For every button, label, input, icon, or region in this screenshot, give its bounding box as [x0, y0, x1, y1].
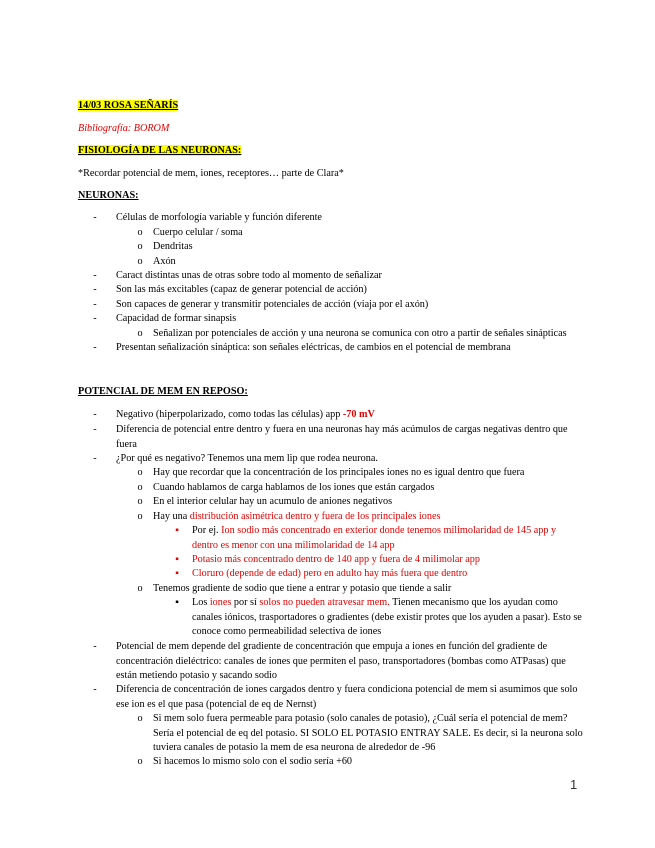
- dash-bullet: -: [93, 270, 97, 281]
- note: *Recordar potencial de mem, iones, receptores… parte de Clara*: [78, 168, 344, 179]
- square-bullet: ▪: [175, 525, 179, 536]
- list-item: Son las más excitables (capaz de generar potencial de acción): [116, 284, 367, 295]
- dash-bullet: -: [93, 453, 97, 464]
- list-item: Hay que recordar que la concentración de los principales iones no es igual dentro que fuera: [153, 467, 525, 478]
- section-title: FISIOLOGÍA DE LAS NEURONAS:: [78, 145, 242, 156]
- circle-bullet: o: [137, 713, 143, 724]
- dash-bullet: -: [93, 641, 97, 652]
- list-item: Por ej. Ion sodio más concentrado en exterior donde tenemos milimolaridad de 145 app y dentro es menor con una milimolaridad de 14 app: [192, 525, 557, 551]
- dash-bullet: -: [93, 212, 97, 223]
- list-item: Cloruro (depende de edad) pero en adulto hay más fuera que dentro: [192, 568, 468, 579]
- dash-bullet: -: [93, 342, 97, 353]
- list-item: Dendritas: [153, 241, 193, 252]
- doc-title: 14/03 ROSA SEÑARÍS: [78, 100, 179, 111]
- list-item: Cuerpo celular / soma: [153, 227, 243, 238]
- circle-bullet: o: [137, 241, 143, 252]
- potencial-heading: POTENCIAL DE MEM EN REPOSO:: [78, 386, 248, 397]
- dash-bullet: -: [93, 313, 97, 324]
- dash-bullet: -: [93, 299, 97, 310]
- circle-bullet: o: [137, 467, 143, 478]
- square-bullet: ▪: [175, 597, 179, 608]
- circle-bullet: o: [137, 328, 143, 339]
- list-item: Si hacemos lo mismo solo con el sodio sería +60: [153, 756, 353, 767]
- list-item: Caract distintas unas de otras sobre todo al momento de señalizar: [116, 270, 382, 281]
- dash-bullet: -: [93, 409, 97, 420]
- dash-bullet: -: [93, 684, 97, 695]
- circle-bullet: o: [137, 756, 143, 767]
- list-item: Diferencia de concentración de iones cargados dentro y fuera condiciona potencial de mem si asumimos que solo ese ion es el que pasa (potencial de eq de Nernst): [116, 684, 578, 710]
- list-item: Potasio más concentrado dentro de 140 app y fuera de 4 milimolar app: [192, 554, 480, 565]
- square-bullet: ▪: [175, 554, 179, 565]
- list-item: Señalizan por potenciales de acción y una neurona se comunica con otro a partir de señales sinápticas: [153, 328, 567, 339]
- list-item: Hay una distribución asimétrica dentro y fuera de los principales iones: [153, 511, 441, 522]
- circle-bullet: o: [137, 482, 143, 493]
- dash-bullet: -: [93, 424, 97, 435]
- list-item: ¿Por qué es negativo? Tenemos una mem lip que rodea neurona.: [116, 453, 378, 464]
- list-item: Tenemos gradiente de sodio que tiene a entrar y potasio que tiende a salir: [153, 583, 452, 594]
- square-bullet: ▪: [175, 568, 179, 579]
- bibliography: Bibliografía: BOROM: [78, 123, 170, 134]
- circle-bullet: o: [137, 256, 143, 267]
- circle-bullet: o: [137, 496, 143, 507]
- list-item: Si mem solo fuera permeable para potasio (solo canales de potasio), ¿Cuál sería el potencial de mem? Sería el potencial de eq del potasio. SI SOLO EL POTASIO ENTRAY SALE. Es decir, si la neurona solo tuviera canales de potasio la mem de esa neurona de alrededor de -96: [153, 713, 583, 753]
- list-item: En el interior celular hay un acumulo de aniones negativos: [153, 496, 393, 507]
- list-item: Axón: [153, 256, 176, 267]
- list-item: Cuando hablamos de carga hablamos de los iones que están cargados: [153, 482, 435, 493]
- dash-bullet: -: [93, 284, 97, 295]
- neuronas-heading: NEURONAS:: [78, 190, 139, 201]
- list-item: Diferencia de potencial entre dentro y fuera en una neuronas hay más acúmulos de cargas negativas dentro que fuera: [116, 424, 568, 450]
- list-item: Los iones por sí solos no pueden atravesar mem. Tienen mecanismo que los ayudan como canales iónicos, trasportadores o gradientes (debe existir protes que los ayuden a pasar). Esto se conoce como permeabilidad selectiva de iones: [192, 597, 582, 637]
- page-number: 1: [570, 777, 578, 792]
- circle-bullet: o: [137, 511, 143, 522]
- circle-bullet: o: [137, 583, 143, 594]
- list-item: Capacidad de formar sinapsis: [116, 313, 237, 324]
- list-item: Son capaces de generar y transmitir potenciales de acción (viaja por el axón): [116, 299, 429, 310]
- circle-bullet: o: [137, 227, 143, 238]
- list-item: Presentan señalización sináptica: son señales eléctricas, de cambios en el potencial de membrana: [116, 342, 511, 353]
- list-item: Potencial de mem depende del gradiente de concentración que empuja a iones en función del gradiente de concentración dieléctrico: canales de iones que permiten el paso, transportadores (bombas como ATPasas) que están metiendo potasio y sacando sodio: [116, 641, 566, 681]
- list-item: Células de morfología variable y función diferente: [116, 212, 322, 223]
- list-item: Negativo (hiperpolarizado, como todas las células) app -70 mV: [116, 409, 375, 420]
